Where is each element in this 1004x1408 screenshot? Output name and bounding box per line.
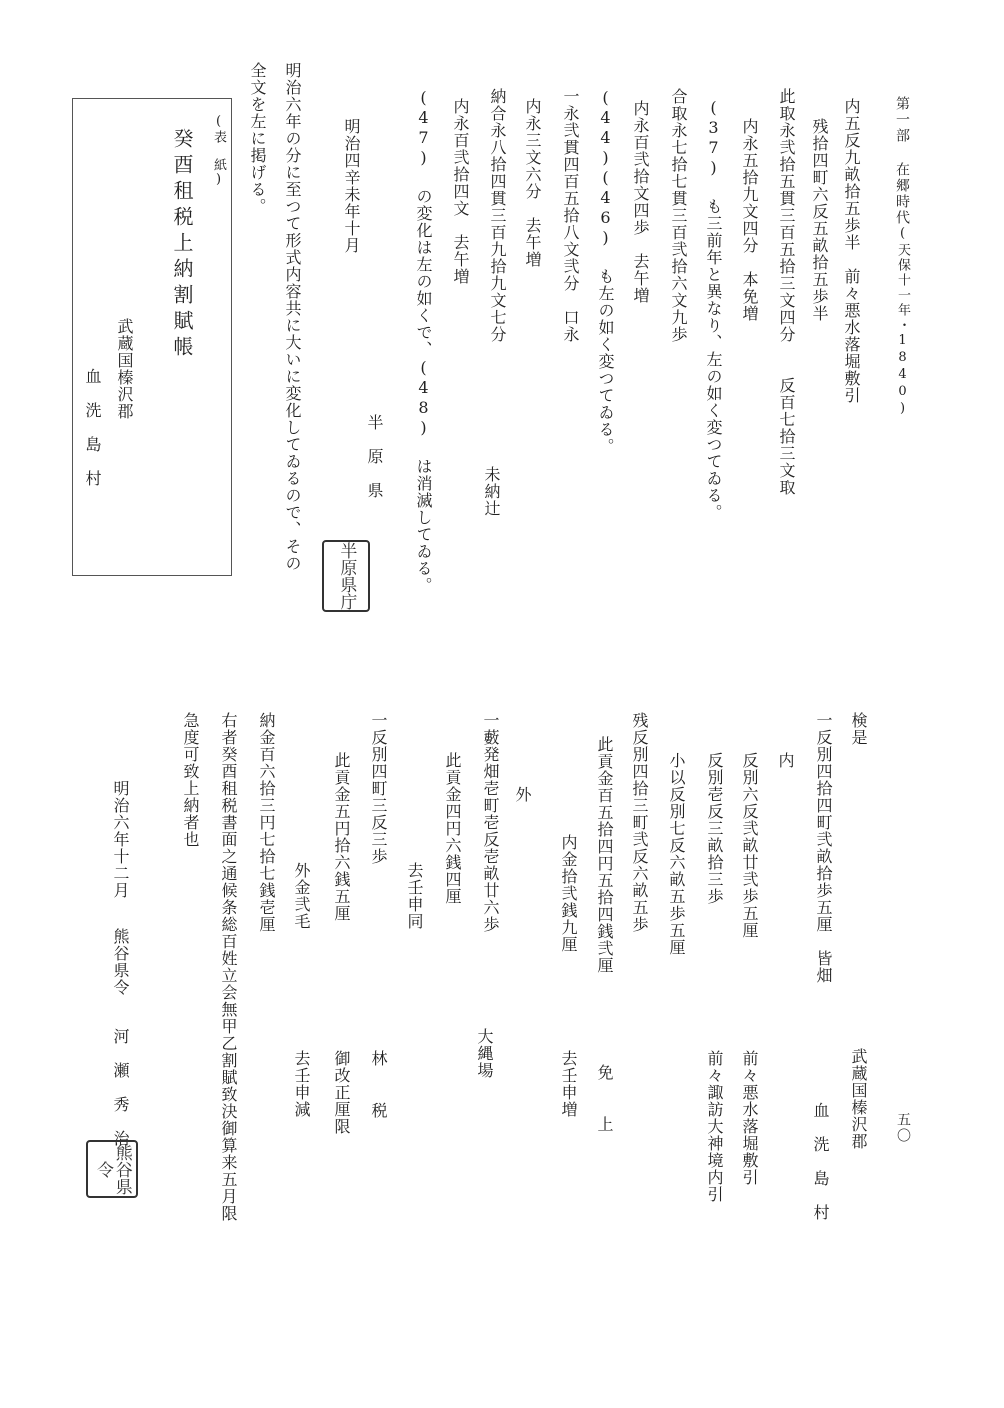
page-number: 五〇 <box>895 1112 911 1144</box>
note-4: 去壬申増 <box>559 1050 578 1118</box>
prefecture-seal: 半原県庁 <box>322 540 370 612</box>
upper-line-14: 明治四辛未年十月 <box>342 118 361 254</box>
lower-line-4: 反別壱反三畝拾三歩 <box>705 752 724 905</box>
lower-line-17: 右者癸酉租税書面之通候条総百姓立会無甲乙割賦致決御算来五月限 <box>219 712 238 1222</box>
lower-line-3: 反別六反弐畝廿弐歩五厘 <box>740 752 759 939</box>
upper-line-15: 明治六年の分に至つて形式内容共に大いに変化してゐるので、その <box>283 62 302 572</box>
upper-line-4: 内永五拾九文四分 本免増 <box>740 118 759 322</box>
lower-line-2: 内 <box>776 752 795 769</box>
note-6: 林 税 <box>369 1050 388 1128</box>
note-unpaid: 未納辻 <box>482 466 501 517</box>
inspection-label: 検是 <box>849 712 868 746</box>
cover-label: (表 紙) <box>211 114 226 188</box>
lower-line-1: 一反別四拾四町弐畝拾歩五厘 皆畑 <box>814 712 833 984</box>
official-title: 熊谷県令 <box>111 928 130 996</box>
lower-line-6: 残反別四拾三町弐反六畝五歩 <box>630 712 649 933</box>
upper-line-9: 一永弐貫四百五拾八文弐分 口永 <box>561 88 580 343</box>
upper-line-1: 内五反九畝拾五歩半 前々悪水落堀敷引 <box>842 98 861 404</box>
upper-line-6: 合取永七拾七貫三百弐拾六文九歩 <box>669 88 688 343</box>
lower-line-12: 去壬申同 <box>405 862 424 930</box>
issue-date: 明治六年十二月 <box>111 780 130 899</box>
prefecture-name: 半 原 県 <box>365 414 384 499</box>
note-1: 前々悪水落堀敷引 <box>740 1050 759 1186</box>
lower-line-15: 外金弐毛 <box>292 862 311 930</box>
upper-line-13: (47) の変化は左の如くで、(48) は消滅してゐる。 <box>414 88 433 594</box>
upper-line-7: 内永百弐拾文四歩 去午増 <box>631 100 650 304</box>
official-seal: 熊谷県令 <box>86 1140 138 1198</box>
cover-box <box>72 98 232 576</box>
lower-line-8: 内金拾弐銭九厘 <box>559 834 578 953</box>
lower-line-18: 急度可致上納者也 <box>181 712 200 848</box>
note-2: 前々諏訪大神境内引 <box>705 1050 724 1203</box>
part-title: 第一部 在郷時代 <box>894 96 910 226</box>
lower-line-7: 此貢金百五拾四円五拾四銭弐厘 <box>595 736 614 974</box>
upper-line-8: (44)(46) も左の如く変つてゐる。 <box>596 88 615 455</box>
upper-line-11: 納合永八拾四貫三百九拾九文七分 <box>488 88 507 343</box>
note-8: 去壬申減 <box>292 1050 311 1118</box>
note-5: 大縄場 <box>475 1028 494 1079</box>
lower-address: 武蔵国榛沢郡 <box>849 1048 868 1150</box>
lower-line-9: 外 <box>513 786 532 803</box>
lower-line-13: 一反別四町三反三歩 <box>369 712 388 865</box>
part-date: (天保十一年・1840) <box>895 226 910 418</box>
upper-line-10: 内永三文六分 去午増 <box>523 98 542 268</box>
note-7: 御改正厘限 <box>332 1050 351 1135</box>
upper-line-16: 全文を左に掲げる。 <box>248 62 267 215</box>
lower-line-5: 小以反別七反六畝五歩五厘 <box>667 752 686 956</box>
official-name: 河 瀬 秀 治 <box>111 1028 130 1147</box>
lower-line-14: 此貢金五円拾六銭五厘 <box>332 752 351 922</box>
cover-district: 武蔵国榛沢郡 <box>115 318 134 420</box>
lower-line-10: 一藪発畑壱町壱反壱畝廿六歩 <box>481 712 500 933</box>
upper-line-3: 此取永弐拾五貫三百五拾三文四分 反百七拾三文取 <box>777 88 796 496</box>
upper-line-12: 内永百弐拾四文 去午増 <box>451 98 470 285</box>
lower-village: 血 洗 島 村 <box>811 1102 830 1221</box>
upper-line-5: (37) も三前年と異なり、左の如く変つてゐる。 <box>704 98 723 521</box>
upper-line-2: 残拾四町六反五畝拾五歩半 <box>810 118 829 322</box>
lower-line-16: 納金百六拾三円七拾七銭壱厘 <box>257 712 276 933</box>
cover-title: 癸酉租税上納割賦帳 <box>170 128 194 362</box>
lower-line-11: 此貢金四円六銭四厘 <box>443 752 462 905</box>
cover-village: 血 洗 島 村 <box>83 368 102 487</box>
part-heading <box>895 96 909 418</box>
note-3: 免 上 <box>595 1064 614 1142</box>
